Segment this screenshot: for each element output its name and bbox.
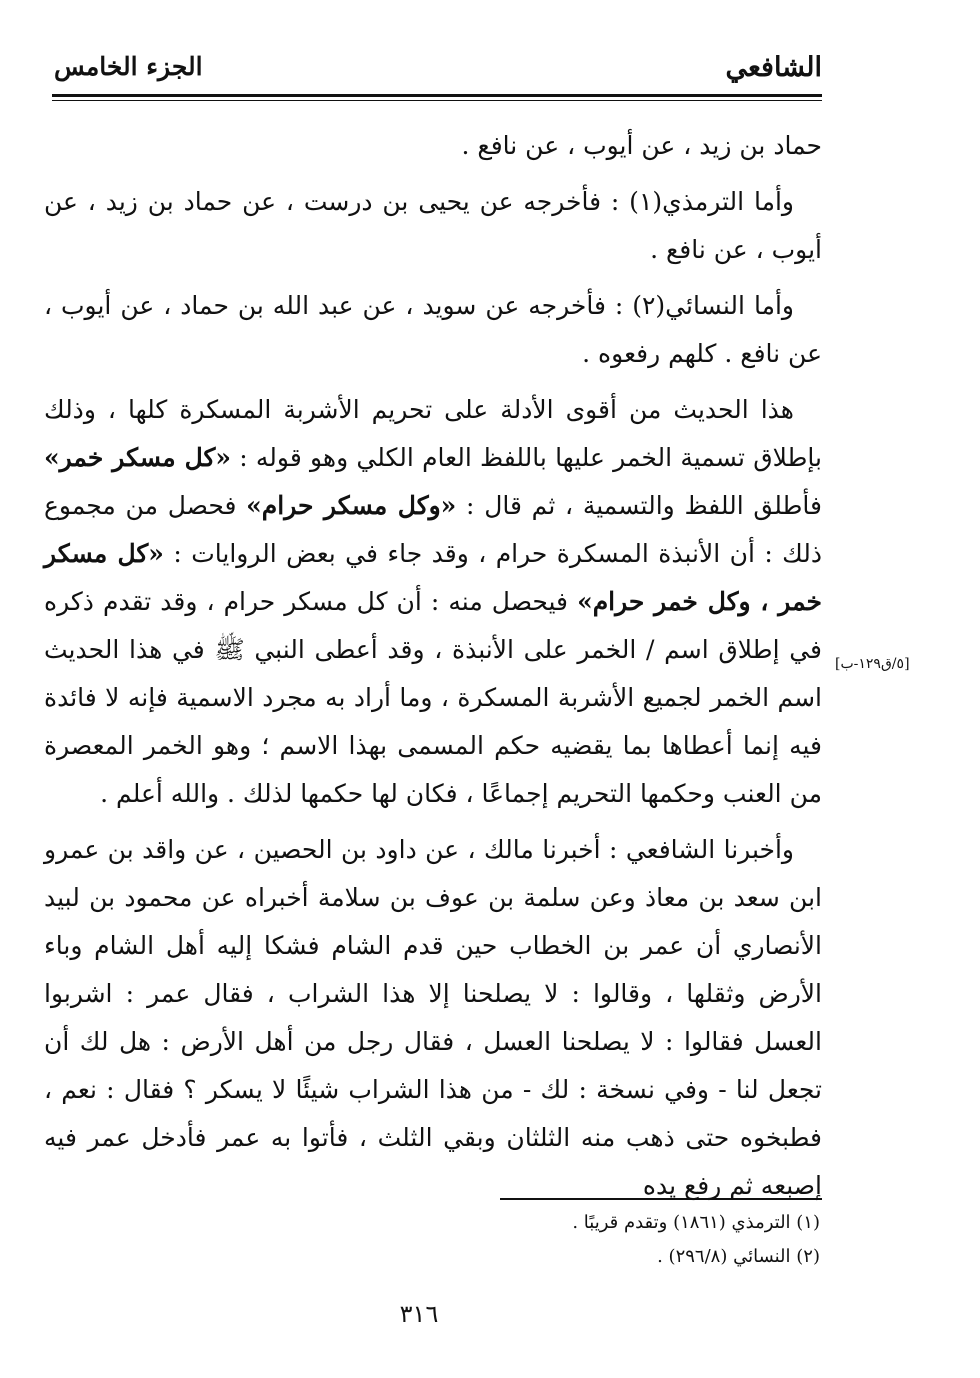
paragraph-4	[44, 386, 822, 818]
paragraph-5: وأخبرنا الشافعي : أخبرنا مالك ، عن داود بن الحصين ، عن واقد بن عمرو ابن سعد بن معاذ وعن سلمة بن عوف بن سلامة أخبراه عن محمود بن لبيد الأنصاري أن عمر بن الخطاب حين قدم الشام فشكا إليه أهل الشام وباء الأرض وثقلها ، وقالوا : لا يصلحنا إلا هذا الشراب ، فقال عمر : اشربوا العسل فقالوا : لا يصلحنا العسل ، فقال رجل من أهل الأرض : هل لك أن تجعل لنا - وفي نسخة : لك - من هذا الشراب شيئًا لا يسكر ؟ فقال : نعم ، فطبخوه حتى ذهب منه الثلثان وبقي الثلث ، فأتوا به عمر فأدخل عمر فيه إصبعه ثم رفع يده	[44, 835, 822, 1200]
paragraph-3: وأما النسائي(٢) : فأخرجه عن سويد ، عن عبد الله بن حماد ، عن أيوب ، عن نافع . كلهم رفعوه .	[44, 291, 822, 368]
header-rule	[52, 94, 822, 97]
footnote-rule	[500, 1198, 822, 1200]
book-title: الشافعي	[725, 52, 822, 83]
hadith-quote-1: «كل مسكر خمر»	[44, 443, 232, 472]
p4-text-e: فحصل من مجموع ذلك : أن الأنبذة المسكرة حرام ، وقد جاء في بعض الروايات :	[44, 491, 822, 568]
header-rule-thin	[52, 100, 822, 101]
main-text	[44, 122, 822, 1218]
footnote-2: (٢) النسائي (٢٩٦/٨) .	[657, 1246, 820, 1267]
footnotes	[420, 1206, 820, 1274]
page-number: ٣١٦	[399, 1300, 439, 1328]
p4-text-a: هذا الحديث من أقوى الأدلة على تحريم الأشربة المسكرة كلها ، وذلك بإطلاق تسمية الخمر عليها باللفظ العام الكلي وهو قوله :	[44, 395, 822, 472]
p4-text-c: فأطلق اللفظ والتسمية ، ثم قال :	[456, 491, 823, 520]
volume-label: الجزء الخامس	[54, 52, 203, 81]
hadith-quote-3: «كل مسكر خمر ، وكل خمر حرام»	[44, 539, 823, 616]
paragraph-2: وأما الترمذي(١) : فأخرجه عن يحيى بن درست ، عن حماد بن زيد ، عن أيوب ، عن نافع .	[44, 187, 822, 264]
margin-note: [٥/ق١٢٩-ب]	[835, 656, 910, 672]
hadith-quote-2: «وكل مسكر حرام»	[246, 491, 457, 520]
paragraph-1: حماد بن زيد ، عن أيوب ، عن نافع .	[461, 131, 822, 160]
p4-text-g: فيحصل منه : أن كل مسكر حرام ، وقد تقدم ذكره في إطلاق اسم / الخمر على الأنبذة ، وقد أعطى النبي ﷺ في هذا الحديث اسم الخمر لجميع الأشربة المسكرة ، وما أراد به مجرد الاسمية فإنه لا فائدة فيه إنما أعطاها بما يقضيه حكم المسمى بهذا الاسم ؛ وهو الخمر المعصرة من العنب وحكمها التحريم إجماعًا ، فكان لها حكمها لذلك . والله أعلم .	[44, 587, 822, 808]
footnote-1: (١) الترمذي (١٨٦١) وتقدم قريبًا .	[572, 1212, 820, 1233]
